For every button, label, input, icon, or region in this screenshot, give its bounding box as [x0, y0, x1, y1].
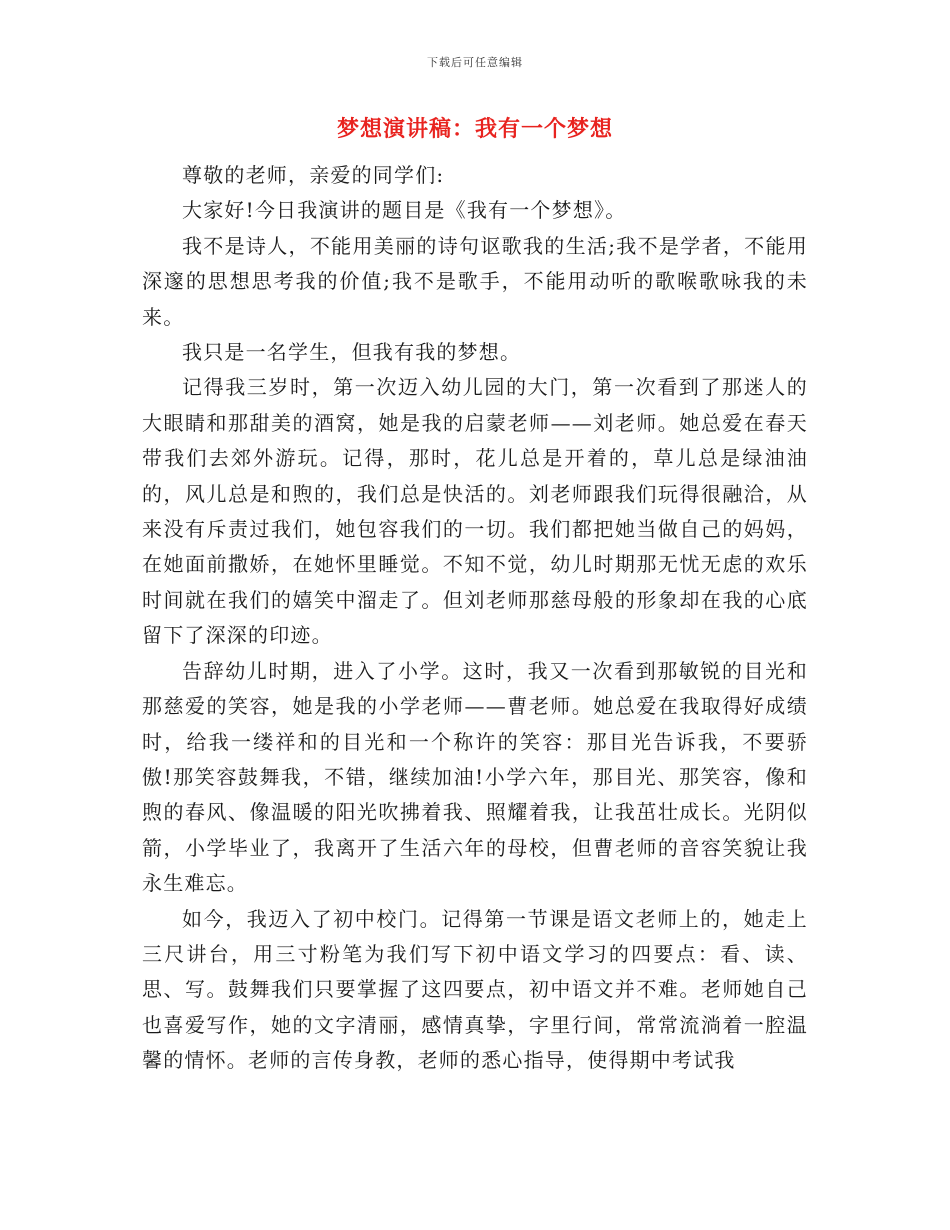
paragraph-greeting: 尊敬的老师，亲爱的同学们: — [182, 163, 445, 187]
page-title: 梦想演讲稿：我有一个梦想 — [336, 117, 613, 142]
paragraph-intro: 大家好!今日我演讲的题目是《我有一个梦想》。 — [182, 198, 627, 223]
paragraph-not-poet: 我不是诗人，不能用美丽的诗句讴歌我的生活;我不是学者，不能用深邃的思想思考我的价值;我不是歌手，不能用动听的歌喉歌咏我的未来。 — [142, 233, 808, 329]
paragraph-kindergarten: 记得我三岁时，第一次迈入幼儿园的大门，第一次看到了那迷人的大眼睛和那甜美的酒窝，她是我的启蒙老师——刘老师。她总爱在春天带我们去郊外游玩。记得，那时，花儿总是开着的，草儿总是绿油油的，风儿总是和煦的，我们总是快活的。刘老师跟我们玩得很融洽，从来没有斥责过我们，她包容我们的一切。我们都把她当做自己的妈妈，在她面前撒娇，在她怀里睡觉。不知不觉，幼儿时期那无忧无虑的欢乐时间就在我们的嬉笑中溜走了。但刘老师那慈母般的形象却在我的心底留下了深深的印迹。 — [142, 375, 808, 648]
header-note: 下载后可任意编辑 — [427, 56, 523, 69]
paragraph-middle-school: 如今，我迈入了初中校门。记得第一节课是语文老师上的，她走上三尺讲台，用三寸粉笔为我们写下初中语文学习的四要点：看、读、思、写。鼓舞我们只要掌握了这四要点，初中语文并不难。老师她自己也喜爱写作，她的文字清丽，感情真挚，字里行间，常常流淌着一腔温馨的情怀。老师的言传身教，老师的悉心指导，使得期中考试我 — [142, 906, 808, 1073]
paragraph-student-dream: 我只是一名学生，但我有我的梦想。 — [182, 340, 522, 365]
paragraph-primary-school: 告辞幼儿时期，进入了小学。这时，我又一次看到那敏锐的目光和那慈爱的笑容，她是我的小学老师——曹老师。她总爱在我取得好成绩时，给我一缕祥和的目光和一个称许的笑容：那目光告诉我，不要骄傲!那笑容鼓舞我，不错，继续加油!小学六年，那目光、那笑容，像和煦的春风、像温暖的阳光吹拂着我、照耀着我，让我茁壮成长。光阴似箭，小学毕业了，我离开了生活六年的母校，但曹老师的音容笑貌让我永生难忘。 — [142, 658, 808, 896]
speech-body — [142, 158, 808, 1079]
